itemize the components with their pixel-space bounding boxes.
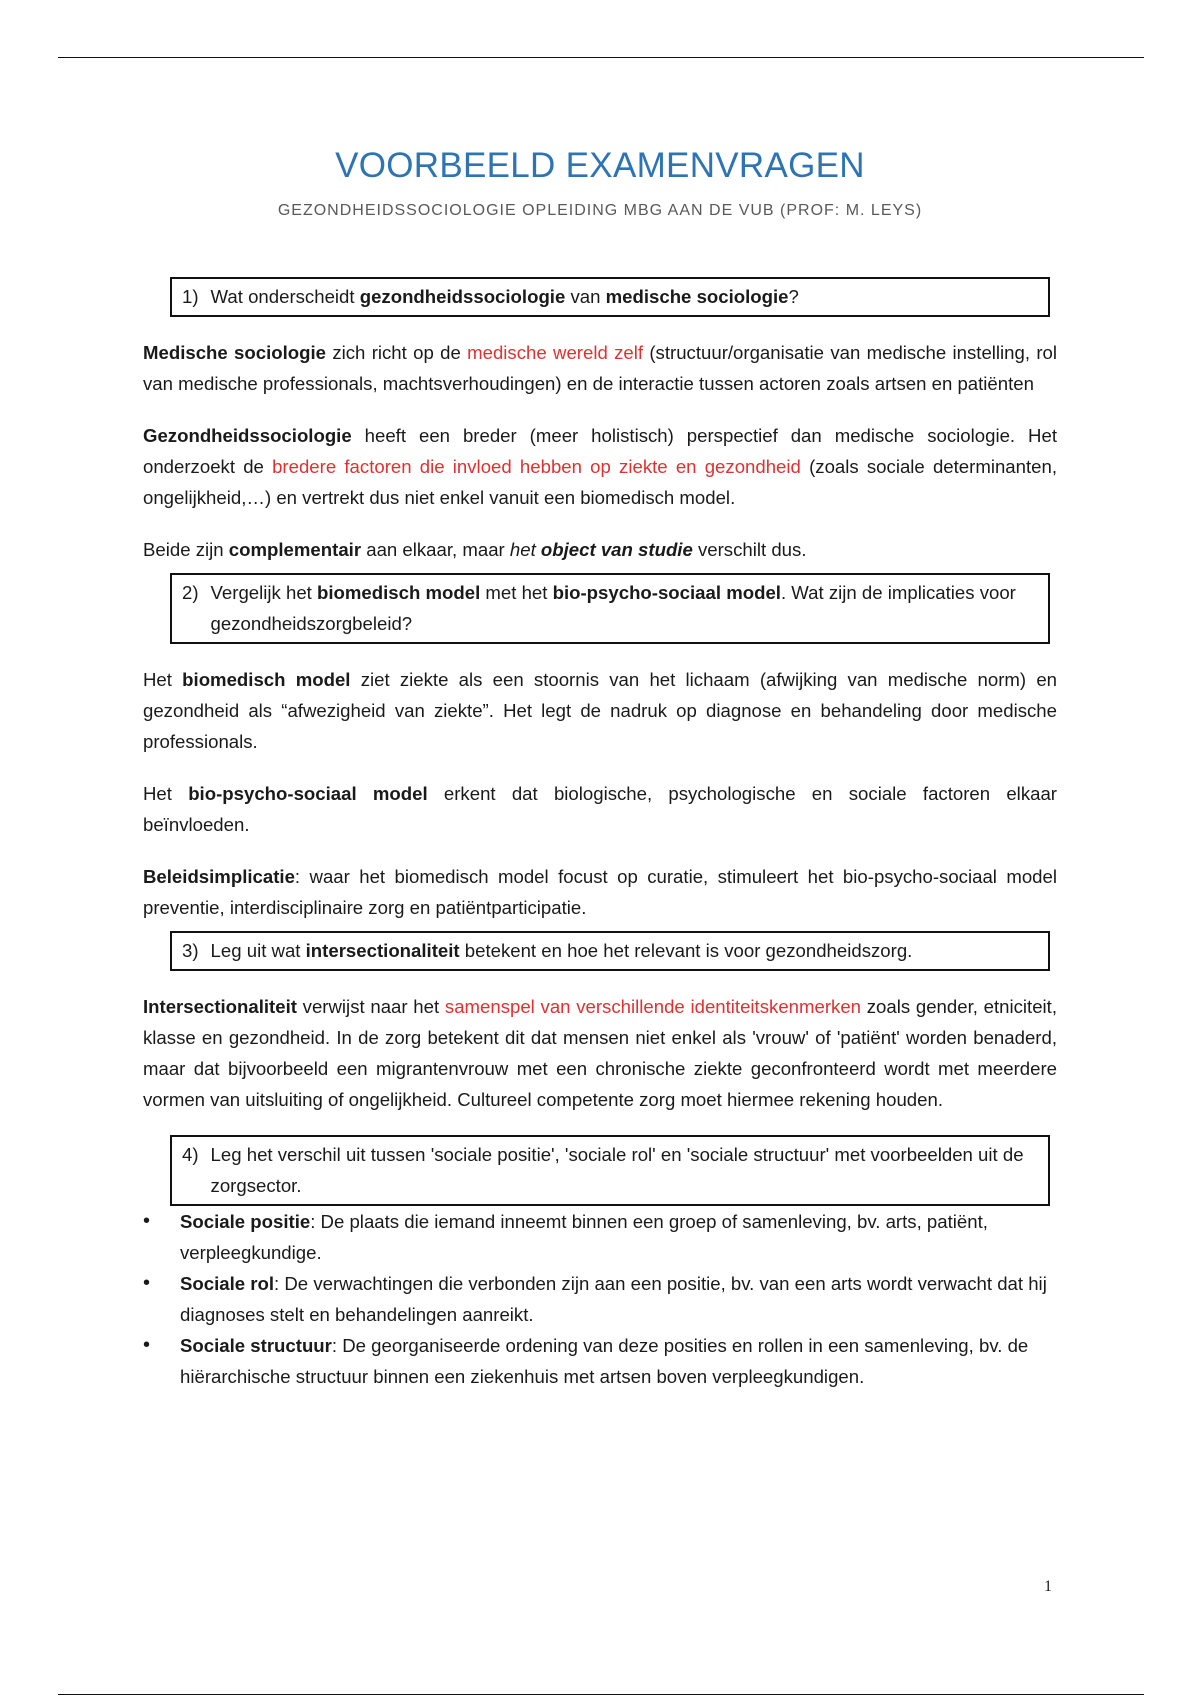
list-item: • Sociale positie: De plaats die iemand inneemt binnen een groep of samenleving, bv. arts, patiënt, verpleegkundige. [143,1206,1057,1268]
question-3-box [170,931,1050,971]
footer-rule [58,1694,1144,1695]
question-2-text: Vergelijk het biomedisch model met het bio-psycho-sociaal model. Wat zijn de implicaties voor gezondheidszorgbeleid? [210,582,1016,634]
question-4-text: Leg het verschil uit tussen 'sociale positie', 'sociale rol' en 'sociale structuur' met voorbeelden uit de zorgsector. [210,1144,1024,1196]
question-2-number: 2) [182,582,199,603]
question-4-number: 4) [182,1144,199,1165]
page-number: 1 [1044,1578,1052,1595]
question-1-number: 1) [182,286,199,307]
answer-1-paragraph-1: Medische sociologie zich richt op de medische wereld zelf (structuur/organisatie van medische instelling, rol van medische professionals, machtsverhoudingen) en de interactie tussen actoren zoals artsen en patiënten [143,342,1057,394]
header-rule [58,57,1144,58]
document-subtitle: GEZONDHEIDSSOCIOLOGIE OPLEIDING MBG AAN DE VUB (PROF: M. LEYS) [277,202,923,219]
answer-4-bullet-list [143,1206,1057,1392]
answer-2-paragraph-1: Het biomedisch model ziet ziekte als een stoornis van het lichaam (afwijking van medische norm) en gezondheid als “afwezigheid van ziekte”. Het legt de nadruk op diagnose en behandeling door medische professionals. [143,669,1058,752]
answer-3-paragraph-1: Intersectionaliteit verwijst naar het samenspel van verschillende identiteitskenmerken zoals gender, etniciteit, klasse en gezondheid. In de zorg betekent dit dat mensen niet enkel als 'vrouw' of 'patiënt' worden benaderd, maar dat bijvoorbeeld een migrantenvrouw met een chronische ziekte geconfronteerd wordt met meerdere vormen van uitsluiting of ongelijkheid. Cultureel competente zorg moet hiermee rekening houden. [143,996,1057,1110]
answer-1-paragraph-3: Beide zijn complementair aan elkaar, maar het object van studie verschilt dus. [143,539,807,560]
answer-2-paragraph-3: Beleidsimplicatie: waar het biomedisch model focust op curatie, stimuleert het bio-psycho-sociaal model preventie, interdisciplinaire zorg en patiëntparticipatie. [143,866,1057,918]
answer-2-paragraph-2: Het bio-psycho-sociaal model erkent dat biologische, psychologische en sociale factoren elkaar beïnvloeden. [143,783,1057,835]
question-3-text: Leg uit wat intersectionaliteit betekent en hoe het relevant is voor gezondheidszorg. [210,940,913,961]
question-4-box [170,1135,1050,1206]
question-2-box [170,573,1050,644]
answer-1-paragraph-2: Gezondheidssociologie heeft een breder (meer holistisch) perspectief dan medische sociologie. Het onderzoekt de bredere factoren die invloed hebben op ziekte en gezondheid (zoals sociale determinanten, ongelijkheid,…) en vertrekt dus niet enkel vanuit een biomedisch model. [143,425,1057,508]
document-body [143,277,1057,1392]
question-1-box [170,277,1050,317]
question-1-text: Wat onderscheidt gezondheidssociologie van medische sociologie? [210,286,799,307]
list-item: • Sociale rol: De verwachtingen die verbonden zijn aan een positie, bv. van een arts wordt verwacht dat hij diagnoses stelt en behandelingen aanreikt. [143,1268,1057,1330]
list-item: • Sociale structuur: De georganiseerde ordening van deze posities en rollen in een samenleving, bv. de hiërarchische structuur binnen een ziekenhuis met artsen boven verpleegkundigen. [143,1330,1057,1392]
document-title: VOORBEELD EXAMENVRAGEN [335,146,865,185]
question-3-number: 3) [182,940,199,961]
